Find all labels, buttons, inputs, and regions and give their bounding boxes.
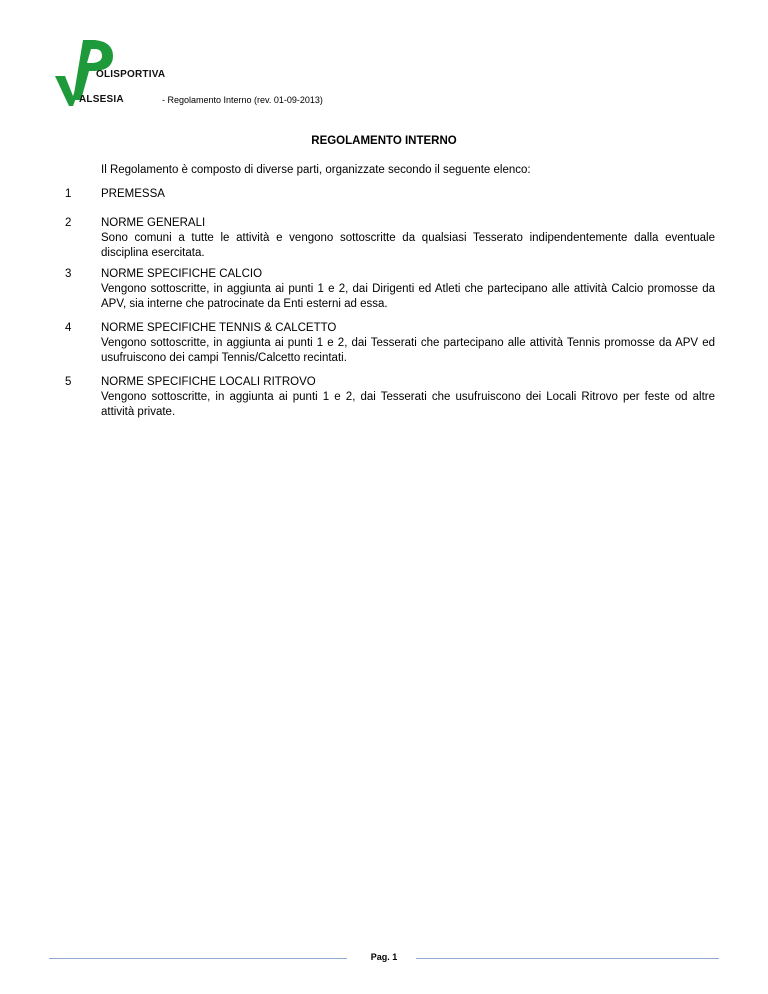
document-title: REGOLAMENTO INTERNO bbox=[311, 135, 457, 147]
logo-bottom-text: ALSESIA bbox=[79, 94, 124, 105]
logo-top-text: OLISPORTIVA bbox=[96, 69, 166, 80]
section-number: 2 bbox=[65, 217, 72, 229]
intro-text: Il Regolamento è composto di diverse parti, organizzate secondo il seguente elenco: bbox=[101, 164, 531, 176]
section-number: 3 bbox=[65, 268, 72, 280]
footer-rule-right bbox=[416, 958, 719, 959]
section-number: 5 bbox=[65, 376, 72, 388]
section-description: Vengono sottoscritte, in aggiunta ai punti 1 e 2, dai Tesserati che usufruiscono dei Locali Ritrovo per feste od altre attività private. bbox=[101, 391, 715, 418]
section-heading: PREMESSA bbox=[101, 188, 165, 200]
section-description: Sono comuni a tutte le attività e vengono sottoscritte da qualsiasi Tesserato indipendentemente dalla eventuale disciplina esercitata. bbox=[101, 232, 715, 259]
section-heading: NORME SPECIFICHE CALCIO bbox=[101, 268, 263, 280]
section-heading: NORME GENERALI bbox=[101, 217, 206, 229]
section-description: Vengono sottoscritte, in aggiunta ai punti 1 e 2, dai Dirigenti ed Atleti che partecipano alle attività Calcio promosse da APV, sia interne che patrocinate da Enti esterni ad essa. bbox=[101, 283, 715, 310]
section-heading: NORME SPECIFICHE TENNIS & CALCETTO bbox=[101, 322, 337, 334]
header-subtitle: - Regolamento Interno (rev. 01-09-2013) bbox=[162, 95, 323, 105]
section-description: Vengono sottoscritte, in aggiunta ai punti 1 e 2, dai Tesserati che partecipano alle attività Tennis promosse da APV ed usufruiscono dei campi Tennis/Calcetto recintati. bbox=[101, 337, 715, 364]
section-heading: NORME SPECIFICHE LOCALI RITROVO bbox=[101, 376, 316, 388]
section-number: 4 bbox=[65, 322, 72, 334]
section-number: 1 bbox=[65, 188, 72, 200]
page-number: Pag. 1 bbox=[370, 952, 398, 962]
logo-v-shape bbox=[55, 76, 79, 106]
